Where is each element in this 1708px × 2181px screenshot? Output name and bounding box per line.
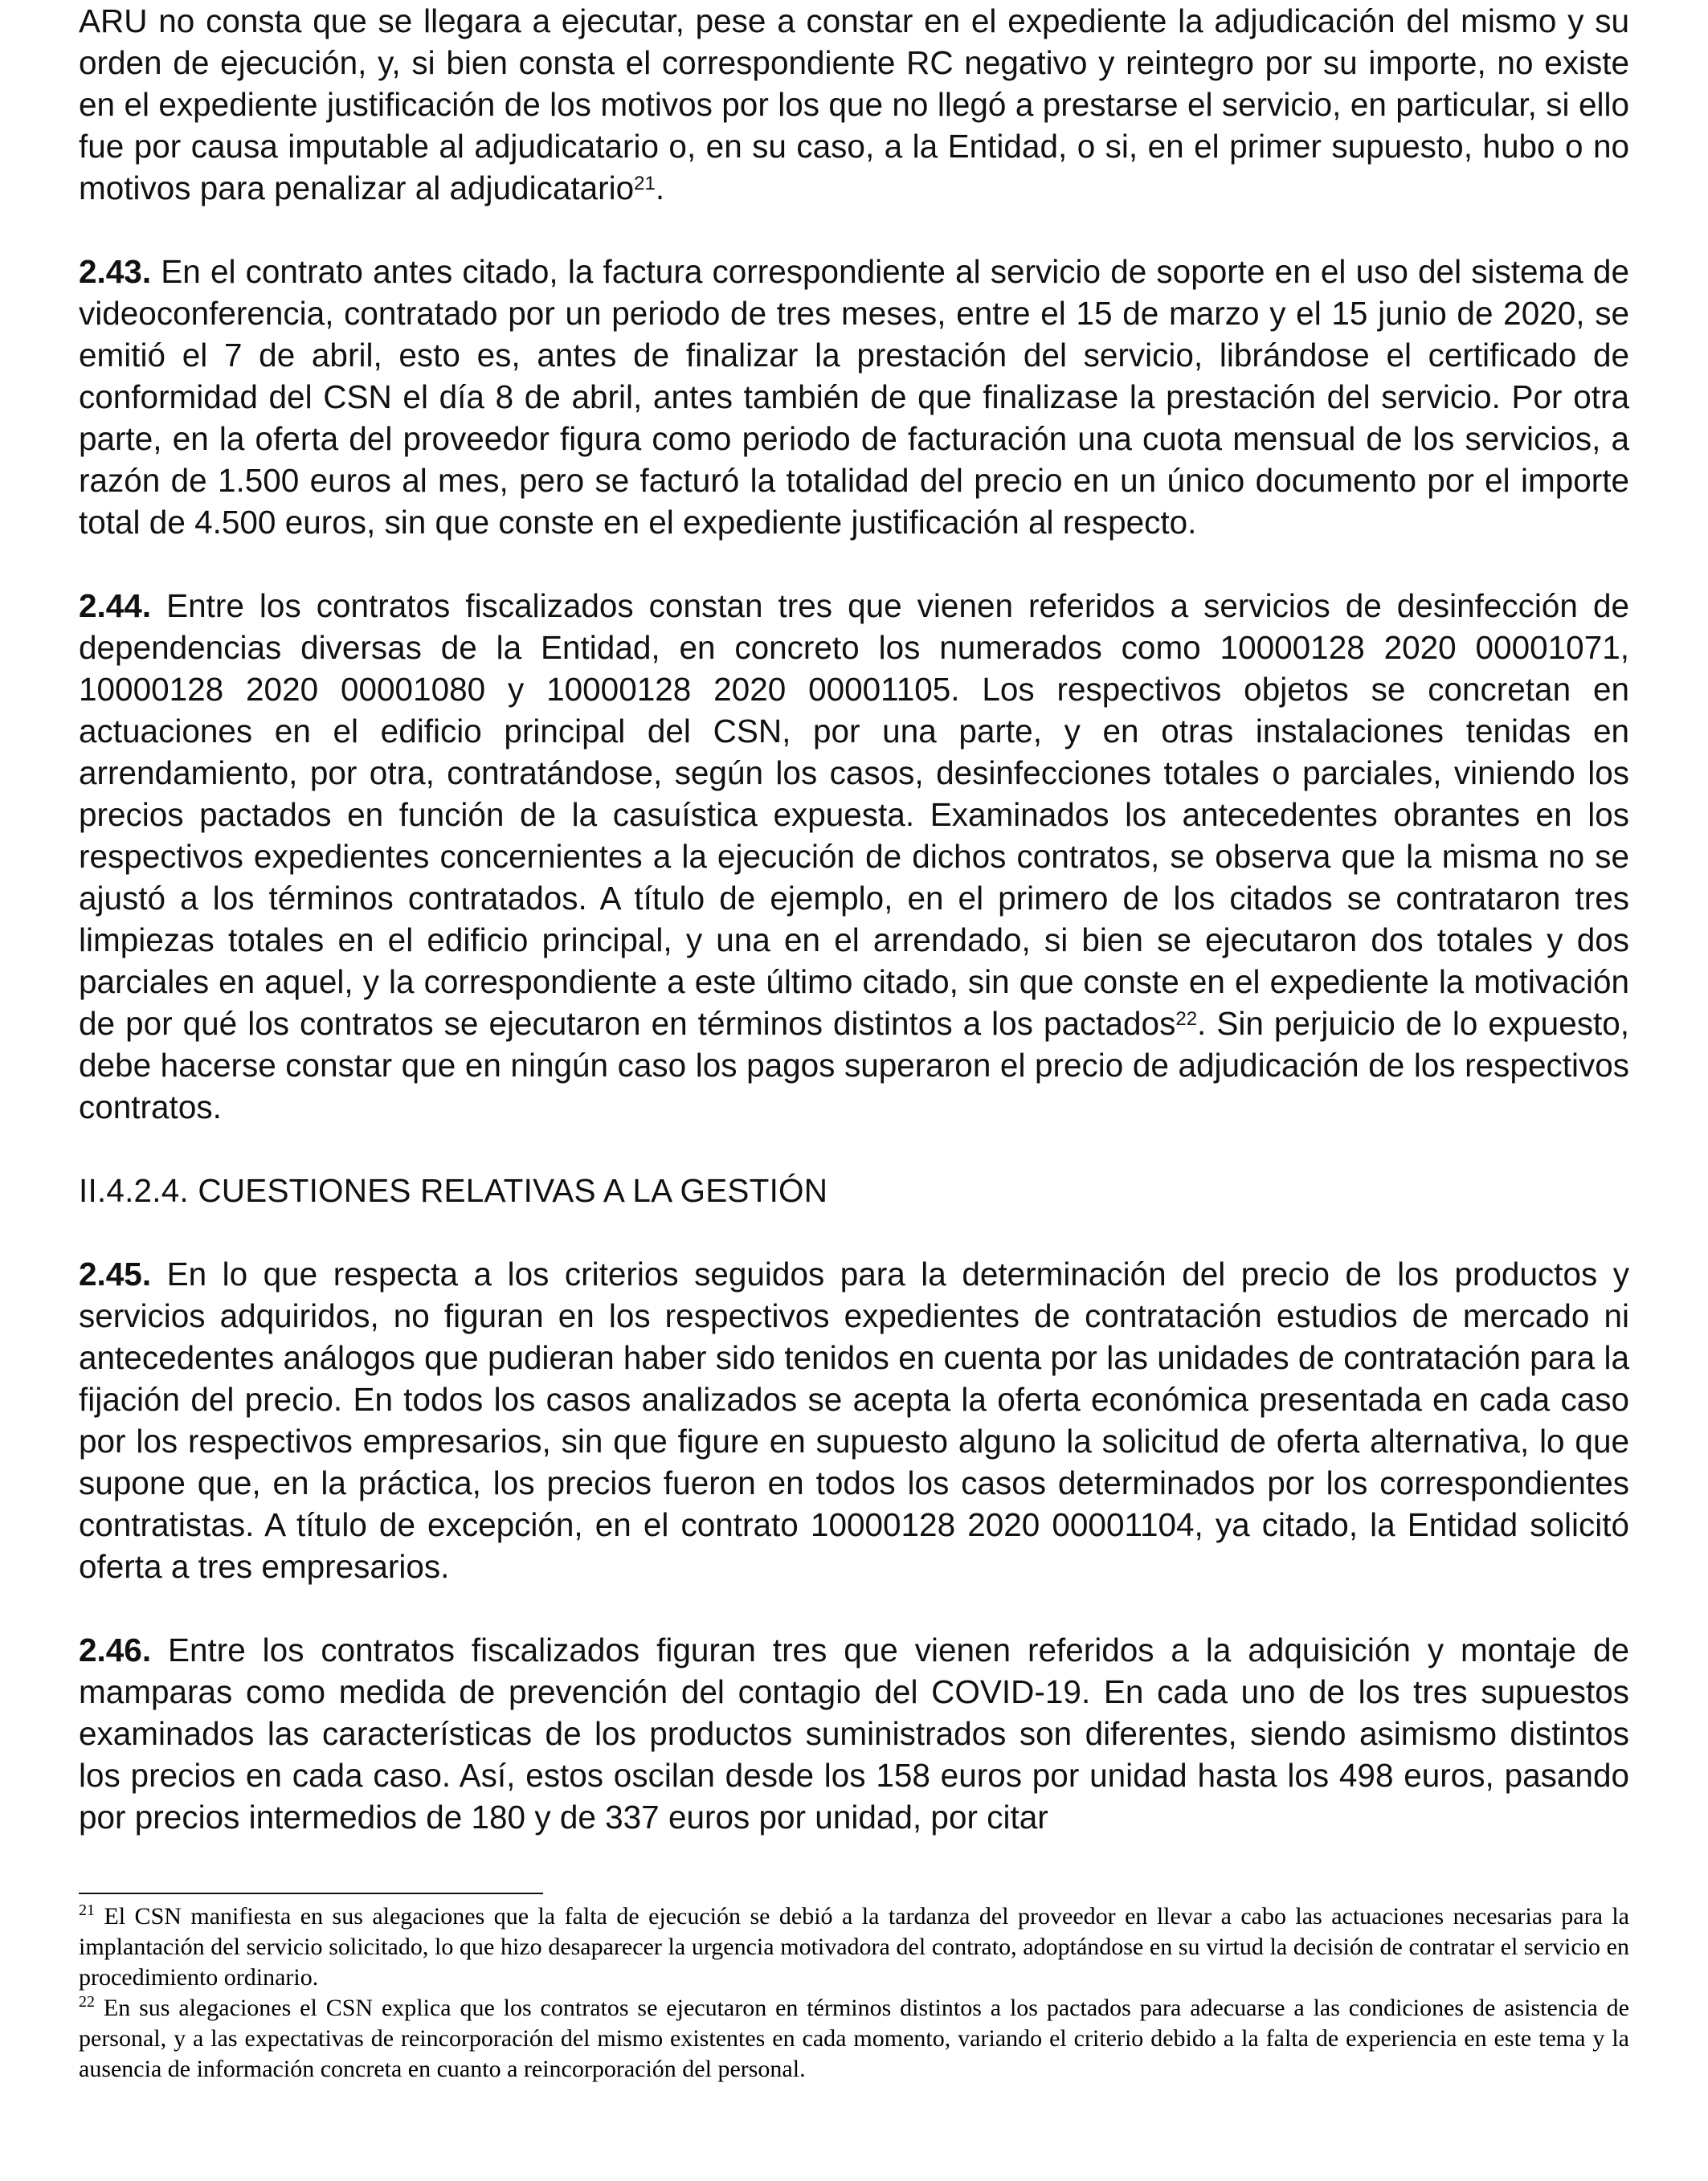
paragraph-2-45 xyxy=(79,1253,1629,1587)
paragraph-2-46 xyxy=(79,1629,1629,1838)
footnote-21 xyxy=(79,1901,1629,1993)
footnote-mark: 21 xyxy=(79,1901,95,1919)
section-heading: II.4.2.4. CUESTIONES RELATIVAS A LA GESTIÓN xyxy=(79,1172,828,1209)
footnote-separator xyxy=(79,1893,543,1894)
paragraph-text: En lo que respecta a los criterios seguidos para la determinación del precio de los productos y servicios adquiridos, no figuran en los respectivos expedientes de contratación estudios de mercado ni antecedentes análogos que pudieran haber sido tenidos en cuenta por las unidades de contratación para la fijación del precio. En todos los casos analizados se acepta la oferta económica presentada en cada caso por los respectivos empresarios, sin que figure en supuesto alguno la solicitud de oferta alternativa, lo que supone que, en la práctica, los precios fueron en todos los casos determinados por los correspondientes contratistas. A título de excepción, en el contrato 10000128 2020 00001104, ya citado, la Entidad solicitó oferta a tres empresarios. xyxy=(79,1256,1629,1585)
paragraph-text-end: . xyxy=(655,169,665,206)
footnote-text: En sus alegaciones el CSN explica que los contratos se ejecutaron en términos distintos a los pactados para adecuarse a las condiciones de asistencia de personal, y a las expectativas de reincorporación del mismo existentes en cada momento, variando el criterio debido a la falta de experiencia en este tema y la ausencia de información concreta en cuanto a reincorporación del personal. xyxy=(79,1995,1629,2082)
paragraph-number: 2.45. xyxy=(79,1256,152,1293)
footnote-text: El CSN manifiesta en sus alegaciones que la falta de ejecución se debió a la tardanza del proveedor en llevar a cabo las actuaciones necesarias para la implantación del servicio solicitado, lo que hizo desaparecer la urgencia motivadora del contrato, adoptándose en su virtud la decisión de contratar el servicio en procedimiento ordinario. xyxy=(79,1903,1629,1991)
footnotes xyxy=(79,1901,1629,2085)
paragraph-number: 2.44. xyxy=(79,587,152,624)
paragraph-text: Entre los contratos fiscalizados figuran tres que vienen referidos a la adquisición y montaje de mamparas como medida de prevención del contagio del COVID-19. En cada uno de los tres supuestos examinados las características de los productos suministrados son diferentes, siendo asimismo distintos los precios en cada caso. Así, estos oscilan desde los 158 euros por unidad hasta los 498 euros, pasando por precios intermedios de 180 y de 337 euros por unidad, por citar xyxy=(79,1632,1629,1836)
footnote-ref-21[interactable]: 21 xyxy=(634,172,656,194)
footnote-ref-22[interactable]: 22 xyxy=(1175,1007,1198,1030)
footnote-22 xyxy=(79,1993,1629,2085)
paragraph-text: Entre los contratos fiscalizados constan tres que vienen referidos a servicios de desinfección de dependencias diversas de la Entidad, en concreto los numerados como 10000128 2020 00001071, 10000128 2020 00001080 y 10000128 2020 00001105. Los respectivos objetos se concretan en actuaciones en el edificio principal del CSN, por una parte, y en otras instalaciones tenidas en arrendamiento, por otra, contratándose, según los casos, desinfecciones totales o parciales, viniendo los precios pactados en función de la casuística expuesta. Examinados los antecedentes obrantes en los respectivos expedientes concernientes a la ejecución de dichos contratos, se observa que la misma no se ajustó a los términos contratados. A título de ejemplo, en el primero de los citados se contrataron tres limpiezas totales en el edificio principal, y una en el arrendado, si bien se ejecutaron dos totales y dos parciales en aquel, y la correspondiente a este último citado, sin que conste en el expediente la motivación de por qué los contratos se ejecutaron en términos distintos a los pactados xyxy=(79,587,1629,1042)
paragraph-text: ARU no consta que se llegara a ejecutar, pese a constar en el expediente la adjudicación del mismo y su orden de ejecución, y, si bien consta el correspondiente RC negativo y reintegro por su importe, no existe en el expediente justificación de los motivos por los que no llegó a prestarse el servicio, en particular, si ello fue por causa imputable al adjudicatario o, en su caso, a la Entidad, o si, en el primer supuesto, hubo o no motivos para penalizar al adjudicatario xyxy=(79,2,1629,206)
paragraph-continuation xyxy=(79,0,1629,209)
paragraph-2-43 xyxy=(79,251,1629,543)
paragraph-number: 2.43. xyxy=(79,253,152,290)
paragraph-number: 2.46. xyxy=(79,1632,152,1668)
paragraph-text: En el contrato antes citado, la factura correspondiente al servicio de soporte en el uso del sistema de videoconferencia, contratado por un periodo de tres meses, entre el 15 de marzo y el 15 junio de 2020, se emitió el 7 de abril, esto es, antes de finalizar la prestación del servicio, librándose el certificado de conformidad del CSN el día 8 de abril, antes también de que finalizase la prestación del servicio. Por otra parte, en la oferta del proveedor figura como periodo de facturación una cuota mensual de los servicios, a razón de 1.500 euros al mes, pero se facturó la totalidad del precio en un único documento por el importe total de 4.500 euros, sin que conste en el expediente justificación al respecto. xyxy=(79,253,1629,541)
paragraph-text-end: . Sin perjuicio de lo expuesto, debe hacerse constar que en ningún caso los pagos superaron el precio de adjudicación de los respectivos contratos. xyxy=(79,1005,1629,1125)
paragraph-2-44 xyxy=(79,585,1629,1128)
footnote-mark: 22 xyxy=(79,1993,95,2011)
